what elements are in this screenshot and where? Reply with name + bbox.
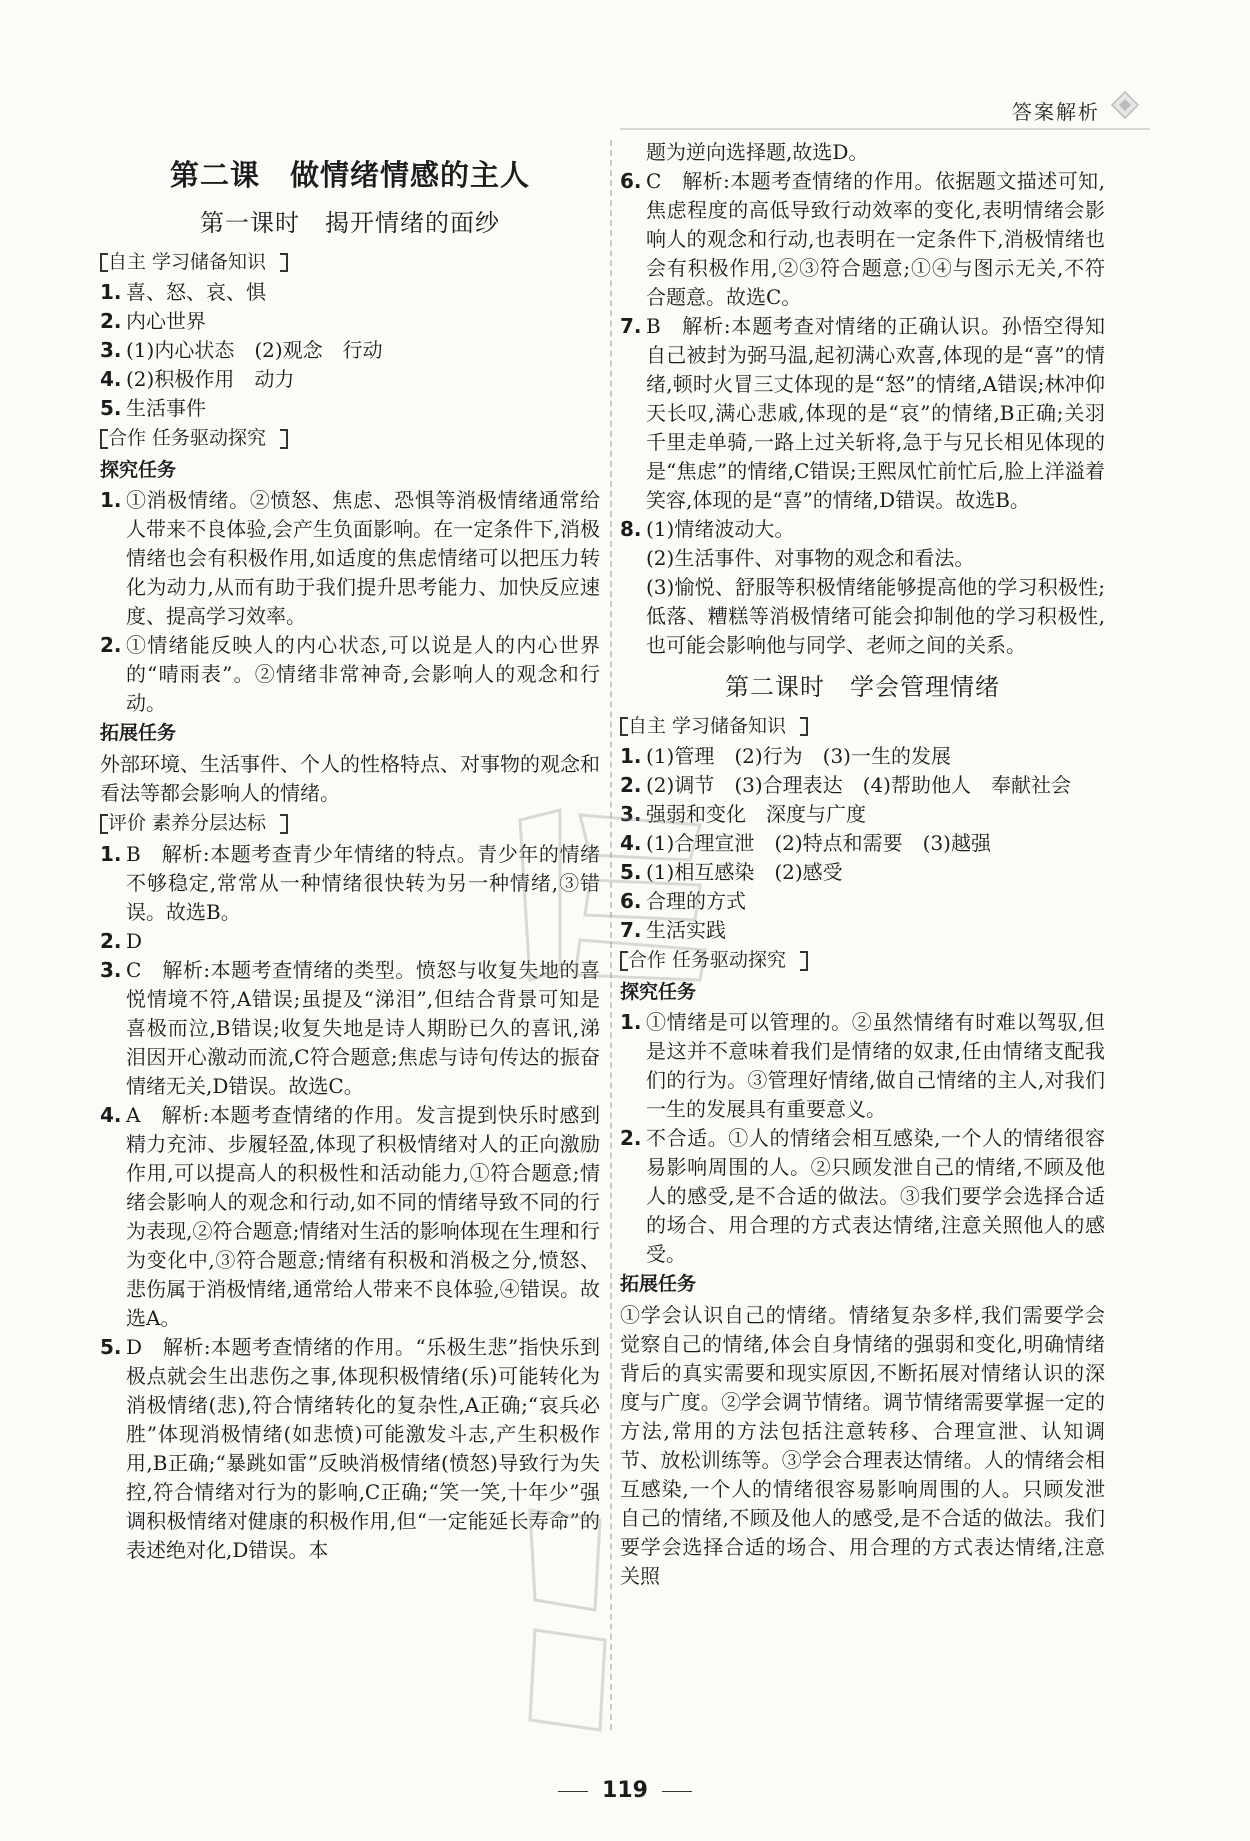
list-item: 3. 强弱和变化 深度与广度	[620, 802, 866, 827]
list-item: 2. (2)调节 (3)合理表达 (4)帮助他人 奉献社会	[620, 773, 1071, 798]
list-item: 2. 内心世界	[100, 309, 206, 334]
answer-item: 2. D	[100, 928, 143, 953]
list-item: 1. ①情绪是可以管理的。②虽然情绪有时难以驾驭,但是这并不意味着我们是情绪的奴隶,任由情绪支配我们的行为。③管理好情绪,做自己情绪的主人,对我们一生的发展具有重要意义。	[620, 1010, 1105, 1122]
list-item: 2. ①情绪能反映人的内心状态,可以说是人的内心世界的“晴雨表”。②情绪非常神奇,会影响人的观念和行动。	[100, 633, 600, 716]
list-item: 5. (1)相互感染 (2)感受	[620, 860, 843, 885]
list-item: 1. ①消极情绪。②愤怒、焦虑、恐惧等消极情绪通常给人带来不良体验,会产生负面影响。在一定条件下,消极情绪也会有积极作用,如适度的焦虑情绪可以把压力转化为动力,从而有助于我们提升思考能力、加快反应速度、提高学习效率。	[100, 488, 600, 629]
section-tag-evaluation: 评价 素养分层达标	[100, 810, 274, 838]
answer-item: 5. D 解析:本题考查情绪的作用。“乐极生悲”指快乐到极点就会生出悲伤之事,体现积极情绪(乐)可能转化为消极情绪(悲),符合情绪转化的复杂性,A正确;“哀兵必胜”体现消极情绪(如悲愤)可能激发斗志,产生积极作用,B正确;“暴跳如雷”反映消极情绪(愤怒)导致行为失控,符合情绪对行为的影响,C正确;“笑一笑,十年少”强调积极情绪对健康的积极作用,但“一定能延长寿命”的表述绝对化,D错误。本	[100, 1334, 600, 1562]
answer-item: 6. C 解析:本题考查情绪的作用。依据题文描述可知,焦虑程度的高低导致行动效率的变化,表明情绪会影响人的观念和行动,也表明在一定条件下,消极情绪也会有积极作用,②③符合题意;①④与图示无关,不符合题意。故选C。	[620, 169, 1105, 309]
answer-item-part: (2)生活事件、对事物的观念和看法。	[646, 546, 975, 570]
footer-dash	[662, 1791, 692, 1792]
explore-task-heading: 探究任务	[620, 980, 697, 1003]
period-title: 第一课时 揭开情绪的面纱	[200, 209, 500, 238]
answer-item: 3. C 解析:本题考查情绪的类型。愤怒与收复失地的喜悦情境不符,A错误;虽提及“涕泪”,但结合背景可知是喜极而泣,B错误;收复失地是诗人期盼已久的喜讯,涕泪因开心激动而流,C符合题意;焦虑与诗句传达的振奋情绪无关,D错误。故选C。	[100, 957, 600, 1098]
list-item: 4. (2)积极作用 动力	[100, 367, 295, 392]
diamond-arrow-icon	[1110, 90, 1140, 120]
page-footer	[0, 1778, 1250, 1803]
section-tag-cooperation: 合作 任务驱动探究	[620, 947, 794, 975]
list-item: 6. 合理的方式	[620, 889, 746, 914]
explore-task-heading: 探究任务	[100, 458, 177, 481]
list-item: 3. (1)内心状态 (2)观念 行动	[100, 338, 383, 363]
list-item: 7. 生活实践	[620, 918, 726, 943]
left-column	[100, 138, 600, 1565]
period-title: 第二课时 学会管理情绪	[725, 673, 1000, 701]
list-item: 1. 喜、怒、哀、惧	[100, 280, 266, 305]
header-rule	[620, 128, 1150, 130]
list-item: 5. 生活事件	[100, 396, 206, 421]
section-tag-self-study: 自主 学习储备知识	[100, 249, 274, 277]
extend-task-text: ①学会认识自己的情绪。情绪复杂多样,我们需要学会觉察自己的情绪,体会自身情绪的强弱和变化,明确情绪背后的真实需要和现实原因,不断拓展对情绪认识的深度与广度。②学会调节情绪。调节情绪需要掌握一定的方法,常用的方法包括注意转移、合理宣泄、认知调节、放松训练等。③学会合理表达情绪。人的情绪会相互感染,一个人的情绪很容易影响周围的人。只顾发泄自己的情绪,不顾及他人的感受,是不合适的做法。我们要学会选择合适的场合、用合理的方式表达情绪,注意关照	[620, 1302, 1105, 1588]
footer-dash	[558, 1791, 588, 1792]
section-tag-self-study: 自主 学习储备知识	[620, 713, 794, 741]
section-tag-cooperation: 合作 任务驱动探究	[100, 425, 274, 453]
list-item: 4. (1)合理宣泄 (2)特点和需要 (3)越强	[620, 831, 991, 856]
answer-item: 1. B 解析:本题考查青少年情绪的特点。青少年的情绪不够稳定,常常从一种情绪很快转为另一种情绪,③错误。故选B。	[100, 841, 600, 924]
answer-item: 7. B 解析:本题考查对情绪的正确认识。孙悟空得知自己被封为弼马温,起初满心欢喜,体现的是“喜”的情绪,顿时火冒三丈体现的是“怒”的情绪,A错误;林冲仰天长叹,满心悲戚,体现的是“哀”的情绪,B正确;关羽千里走单骑,一路上过关斩将,急于与兄长相见体现的是“焦虑”的情绪,C错误;王熙凤忙前忙后,脸上洋溢着笑容,体现的是“喜”的情绪,D错误。故选B。	[620, 314, 1105, 512]
continued-text: 题为逆向选择题,故选D。	[646, 140, 869, 164]
extend-task-text: 外部环境、生活事件、个人的性格特点、对事物的观念和看法等都会影响人的情绪。	[100, 752, 600, 806]
extend-task-heading: 拓展任务	[100, 722, 177, 745]
header-label: 答案解析	[1012, 100, 1100, 124]
answer-item-part: (3)愉悦、舒服等积极情绪能够提高他的学习积极性;低落、糟糕等消极情绪可能会抑制他的学习积极性,也可能会影响他与同学、老师之间的关系。	[646, 575, 1105, 657]
column-divider	[610, 140, 612, 1730]
answer-item: 8. (1)情绪波动大。	[620, 517, 795, 541]
answer-item: 4. A 解析:本题考查情绪的作用。发言提到快乐时感到精力充沛、步履轻盈,体现了积极情绪对人的正向激励作用,可以提高人的积极性和活动能力,①符合题意;情绪会影响人的观念和行动,如不同的情绪导致不同的行为表现,②符合题意;情绪对生活的影响体现在生理和行为变化中,③符合题意;情绪有积极和消极之分,愤怒、悲伤属于消极情绪,通常给人带来不良体验,④错误。故选A。	[100, 1102, 600, 1330]
list-item: 1. (1)管理 (2)行为 (3)一生的发展	[620, 744, 951, 769]
extend-task-heading: 拓展任务	[620, 1273, 697, 1296]
list-item: 2. 不合适。①人的情绪会相互感染,一个人的情绪很容易影响周围的人。②只顾发泄自己的情绪,不顾及他人的感受,是不合适的做法。③我们要学会选择合适的场合、用合理的方式表达情绪,注意关照他人的感受。	[620, 1126, 1105, 1267]
page-number: 119	[602, 1778, 648, 1803]
right-column	[620, 138, 1105, 1591]
lesson-title: 第二课 做情绪情感的主人	[169, 158, 530, 192]
